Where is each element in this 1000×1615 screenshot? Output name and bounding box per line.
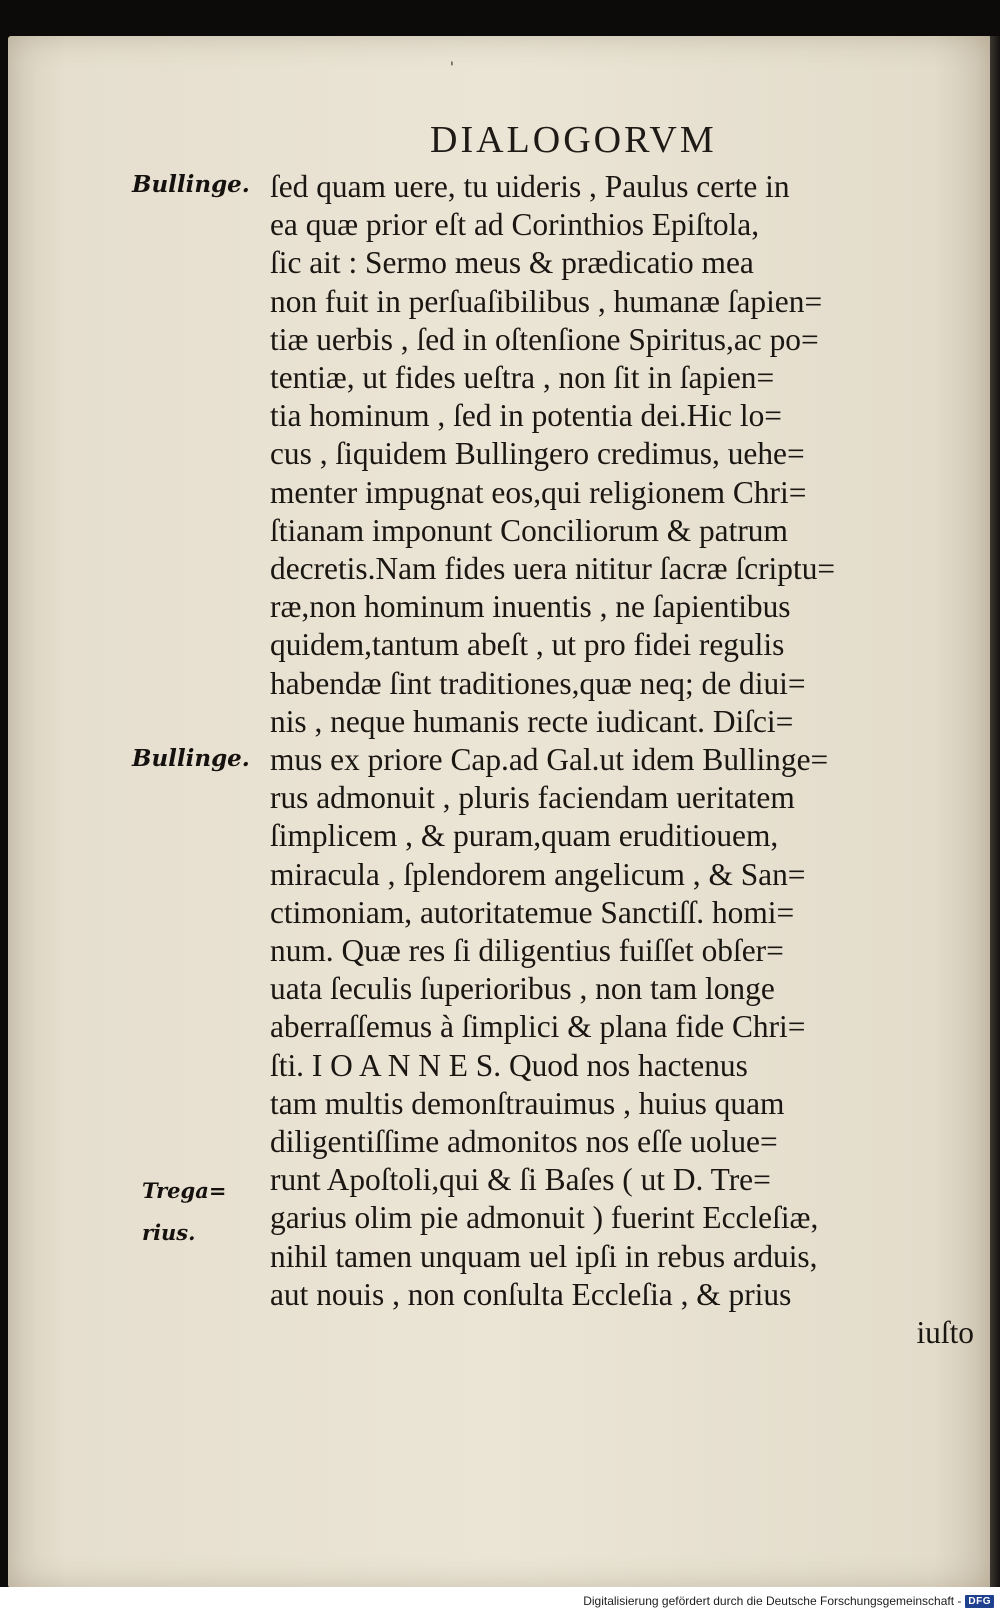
text-line: ſic ait : Sermo meus & prædicatio mea bbox=[270, 245, 754, 281]
text-line: non fuit in perſuaſibilibus , humanæ ſapien= bbox=[270, 283, 823, 319]
text-line: ſtianam imponunt Conciliorum & patrum bbox=[270, 512, 788, 548]
dfg-logo: DFG bbox=[965, 1595, 994, 1608]
page-edge bbox=[990, 36, 1000, 1588]
catchword: iuſto bbox=[916, 1315, 974, 1351]
margin-note-tregarius-1: Trega= bbox=[142, 1178, 227, 1203]
text-line: miracula , ſplendorem angelicum , & San= bbox=[270, 856, 806, 892]
text-line: runt Apoſtoli,qui & ſi Baſes ( ut D. Tre= bbox=[270, 1162, 771, 1198]
text-line: ea quæ prior eſt ad Corinthios Epiſtola, bbox=[270, 207, 760, 243]
text-line: nis , neque humanis recte iudicant. Diſci= bbox=[270, 703, 794, 739]
text-line: ſimplicem , & puram,quam eruditiouem, bbox=[270, 818, 779, 854]
margin-note-tregarius-2: rius. bbox=[142, 1220, 196, 1245]
running-head: DIALOGORVM bbox=[430, 119, 717, 161]
text-line: num. Quæ res ſi diligentius fuiſſet obſer= bbox=[270, 933, 784, 969]
text-line: garius olim pie admonuit ) fuerint Eccleſiæ, bbox=[270, 1200, 819, 1236]
body-text bbox=[270, 168, 980, 1352]
text-line: decretis.Nam fides uera nititur ſacræ ſcriptu= bbox=[270, 551, 836, 587]
margin-note-bullinger-2: Bullinge. bbox=[132, 745, 250, 772]
text-line: ſti. I O A N N E S. Quod nos hactenus bbox=[270, 1047, 748, 1083]
text-line: nihil tamen unquam uel ipſi in rebus arduis, bbox=[270, 1238, 818, 1274]
text-line: uata ſeculis ſuperioribus , non tam longe bbox=[270, 971, 775, 1007]
text-line: mus ex priore Cap.ad Gal.ut idem Bullinge= bbox=[270, 742, 829, 778]
text-line: tam multis demonſtrauimus , huius quam bbox=[270, 1085, 785, 1121]
text-line: tia hominum , ſed in potentia dei.Hic lo= bbox=[270, 398, 783, 434]
digitization-footer bbox=[583, 1589, 994, 1613]
text-line: ræ,non hominum inuentis , ne ſapientibus bbox=[270, 589, 791, 625]
text-line: ſed quam uere, tu uideris , Paulus certe in bbox=[270, 169, 790, 204]
text-line: aut nouis , non conſulta Eccleſia , & prius bbox=[270, 1276, 792, 1312]
text-line: aberraſſemus à ſimplici & plana fide Chri= bbox=[270, 1009, 806, 1045]
text-line: rus admonuit , pluris faciendam ueritatem bbox=[270, 780, 795, 816]
text-line: tiæ uerbis , ſed in oſtenſione Spiritus,ac po= bbox=[270, 321, 819, 357]
text-line: menter impugnat eos,qui religionem Chri= bbox=[270, 474, 807, 510]
text-line: tentiæ, ut fides ueſtra , non ſit in ſapien= bbox=[270, 360, 775, 396]
text-line: ctimoniam, autoritatemue Sanctiſſ. homi= bbox=[270, 894, 795, 930]
text-line: quidem,tantum abeſt , ut pro fidei regulis bbox=[270, 627, 785, 663]
page-mark: ' bbox=[450, 60, 454, 76]
text-line: habendæ ſint traditiones,quæ neq; de diui= bbox=[270, 665, 806, 701]
margin-note-bullinger-1: Bullinge. bbox=[132, 171, 250, 198]
footer-credit: Digitalisierung gefördert durch die Deutsche Forschungsgemeinschaft - bbox=[583, 1594, 962, 1608]
text-line: cus , ſiquidem Bullingero credimus, uehe= bbox=[270, 436, 805, 472]
text-line: diligentiſſime admonitos nos eſſe uolue= bbox=[270, 1124, 778, 1160]
